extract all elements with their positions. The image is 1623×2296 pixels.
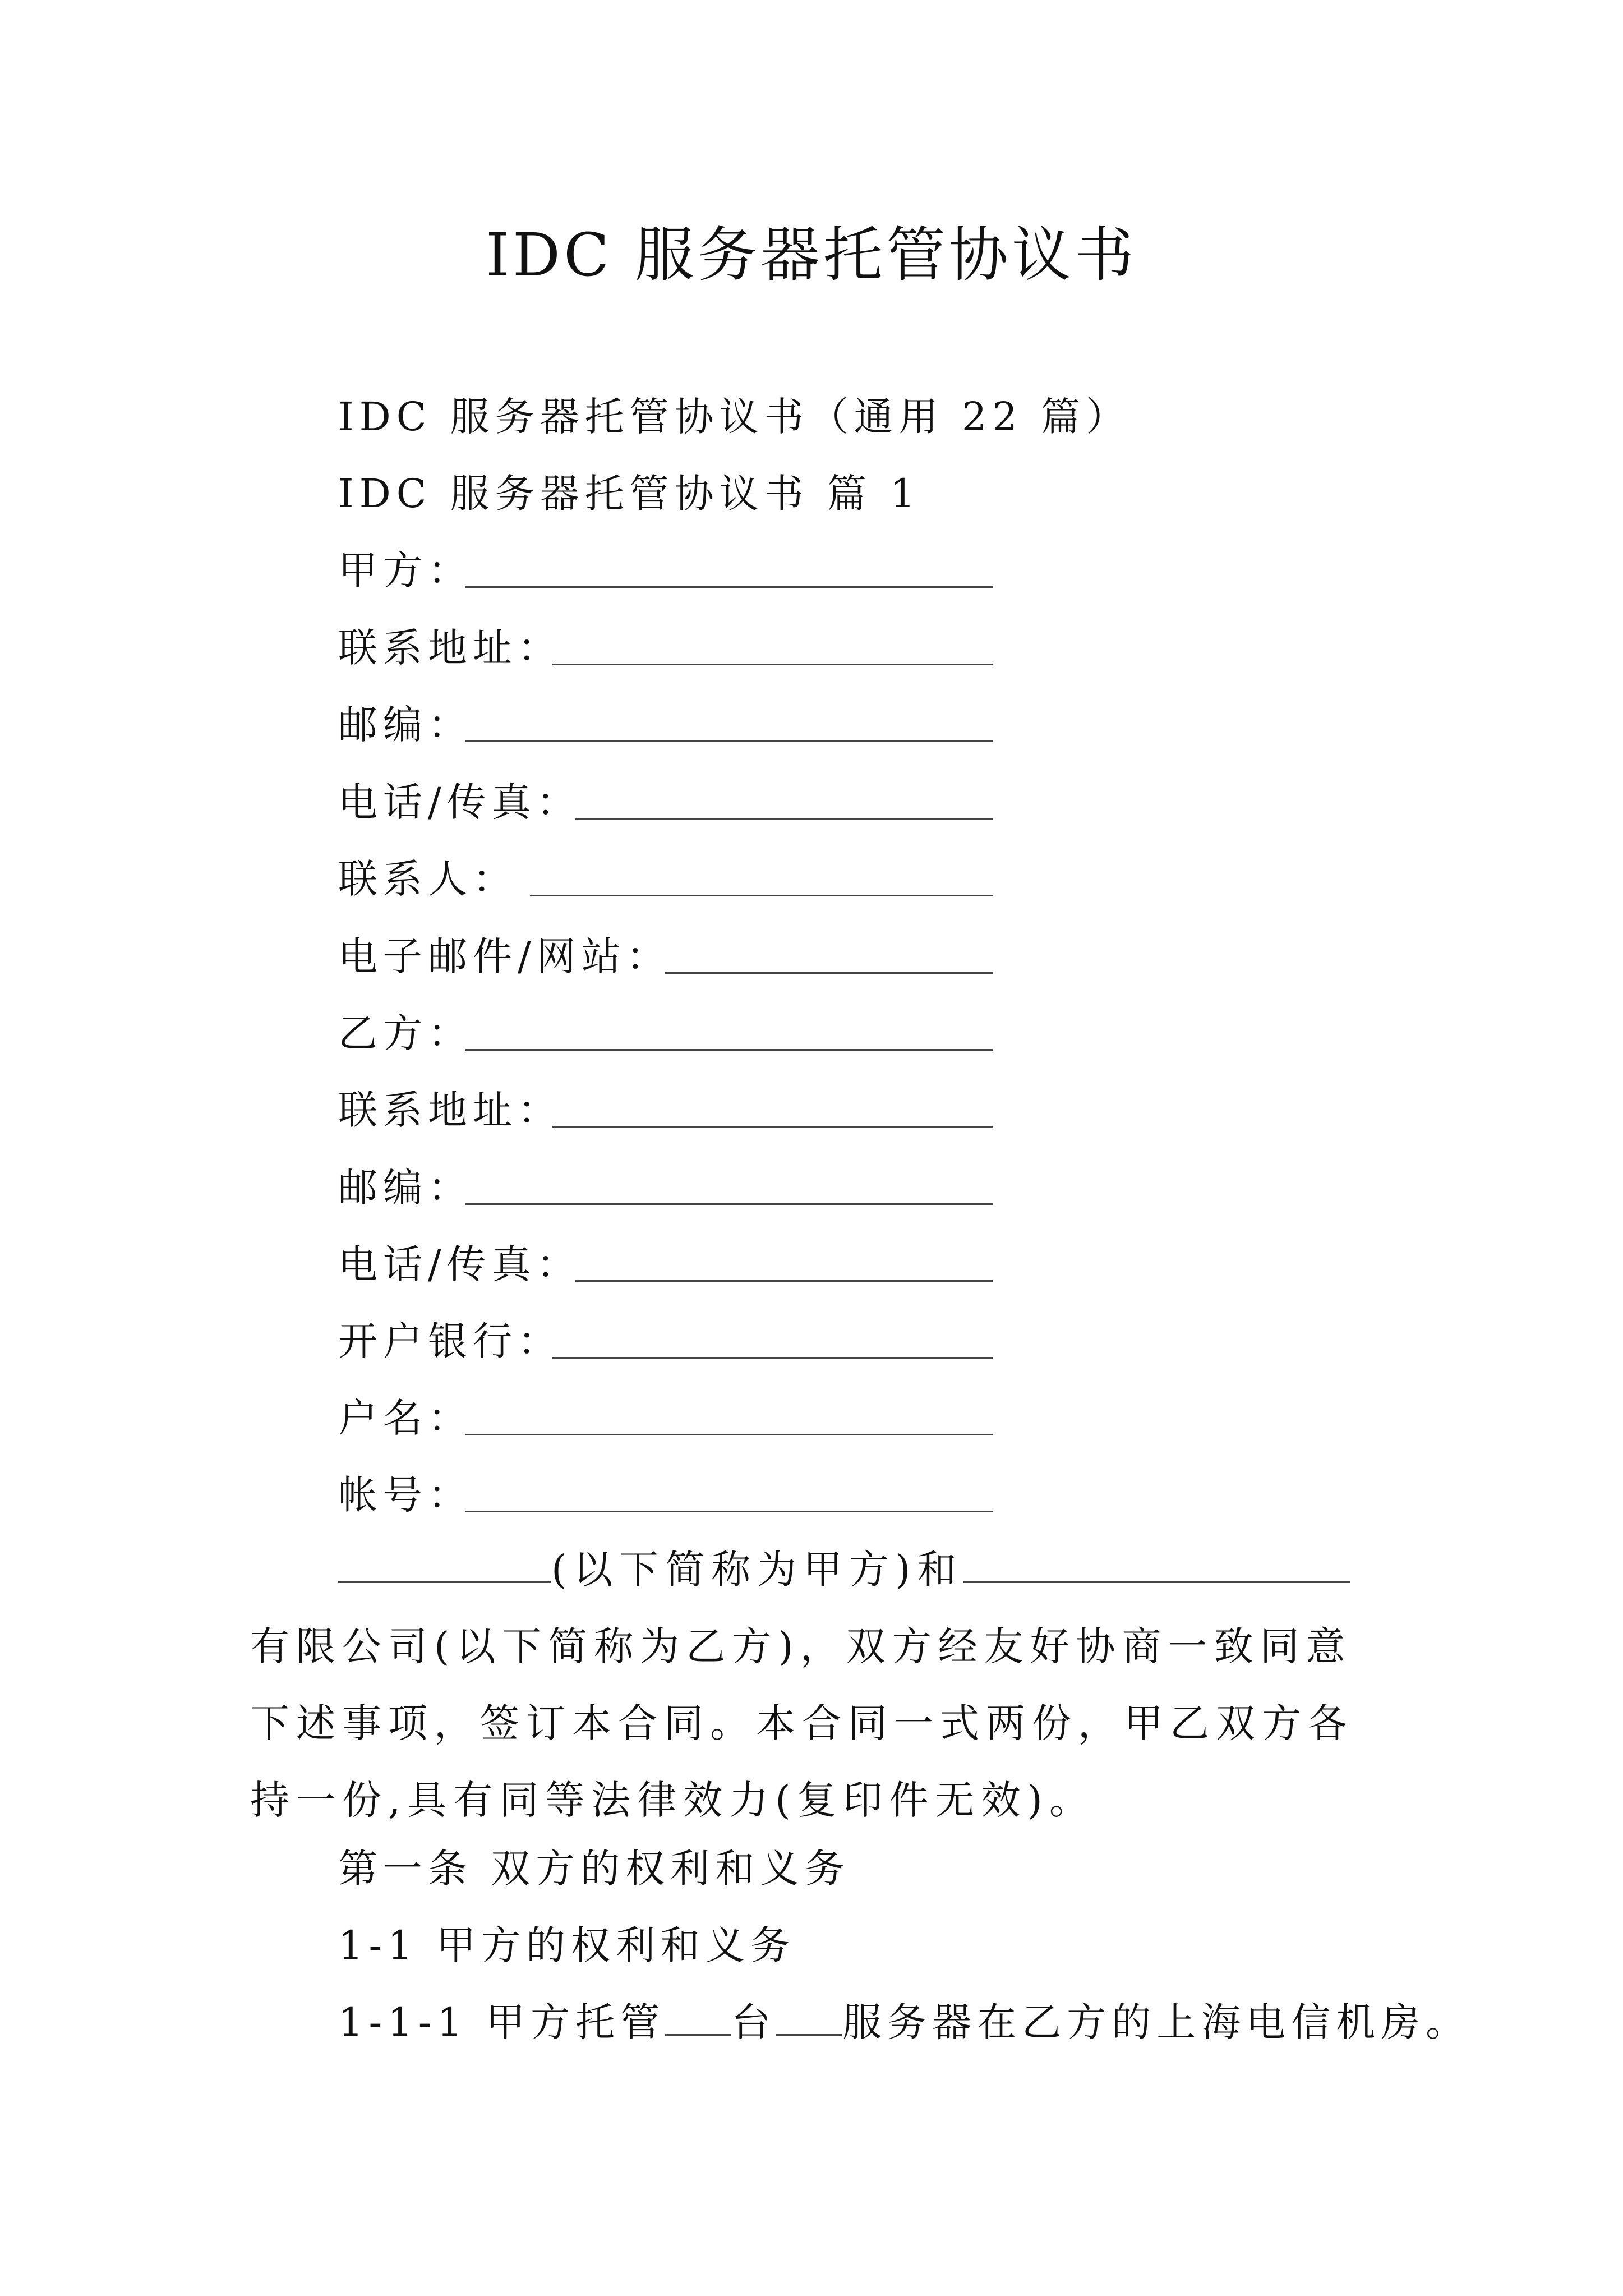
party-b-address-label: 联系地址： xyxy=(338,1087,562,1133)
document-subtitle: IDC 服务器托管协议书（通用 22 篇） xyxy=(338,394,1131,440)
party-a-email-label: 电子邮件/网站： xyxy=(338,933,671,979)
party-a-zip-field[interactable] xyxy=(465,740,993,742)
party-b-account-name-field[interactable] xyxy=(465,1434,993,1435)
party-b-account-no-label: 帐号： xyxy=(338,1472,473,1518)
clause-1-1-1-part-c: 服务器在乙方的上海电信机房。 xyxy=(842,1999,1471,2045)
party-b-bank-label: 开户银行： xyxy=(338,1318,562,1364)
party-b-phone-field[interactable] xyxy=(575,1280,993,1282)
party-a-address-label: 联系地址： xyxy=(338,625,562,671)
party-a-contact-label: 联系人： xyxy=(338,856,518,902)
intro-paragraph xyxy=(250,1531,1394,1839)
clause-1-1-1 xyxy=(338,1997,1470,2047)
party-b-bank-field[interactable] xyxy=(552,1357,993,1359)
server-count-blank[interactable] xyxy=(665,1999,731,2036)
party-b-address-field[interactable] xyxy=(552,1126,993,1128)
party-b-phone-label: 电话/传真： xyxy=(338,1241,582,1287)
party-b-zip-field[interactable] xyxy=(465,1203,993,1205)
clause-1-1-1-part-b: 台 xyxy=(731,1999,777,2045)
party-a-phone-label: 电话/传真： xyxy=(338,779,582,825)
party-b-name-blank[interactable] xyxy=(963,1547,1350,1583)
party-b-field[interactable] xyxy=(465,1049,993,1051)
article-1-heading: 第一条 双方的权利和义务 xyxy=(338,1846,850,1892)
party-a-zip-label: 邮编： xyxy=(338,702,473,748)
intro-part1: (以下简称为甲方)和 xyxy=(551,1547,963,1593)
party-b-account-no-field[interactable] xyxy=(465,1511,993,1512)
party-a-label: 甲方： xyxy=(338,547,473,593)
party-a-field[interactable] xyxy=(465,586,993,588)
party-a-contact-field[interactable] xyxy=(530,895,993,896)
party-b-account-name-label: 户名： xyxy=(338,1395,473,1441)
intro-part2: 有限公司(以下简称为乙方)，双方经友好协商一致同意下述事项，签订本合同。本合同一式两份，甲乙双方各持一份,具有同等法律效力(复印件无效)。 xyxy=(250,1623,1354,1823)
party-a-email-field[interactable] xyxy=(665,972,993,974)
party-b-zip-label: 邮编： xyxy=(338,1165,473,1211)
section-title: IDC 服务器托管协议书 篇 1 xyxy=(338,471,921,517)
party-a-phone-field[interactable] xyxy=(575,818,993,820)
party-a-name-blank[interactable] xyxy=(338,1547,551,1583)
server-type-blank[interactable] xyxy=(776,1999,842,2036)
party-b-label: 乙方： xyxy=(338,1010,473,1056)
clause-1-1-heading: 1-1 甲方的权利和义务 xyxy=(338,1922,795,1968)
clause-1-1-1-part-a: 1-1-1 甲方托管 xyxy=(338,1999,666,2045)
document-title: IDC 服务器托管协议书 xyxy=(486,220,1137,289)
party-a-address-field[interactable] xyxy=(552,664,993,665)
